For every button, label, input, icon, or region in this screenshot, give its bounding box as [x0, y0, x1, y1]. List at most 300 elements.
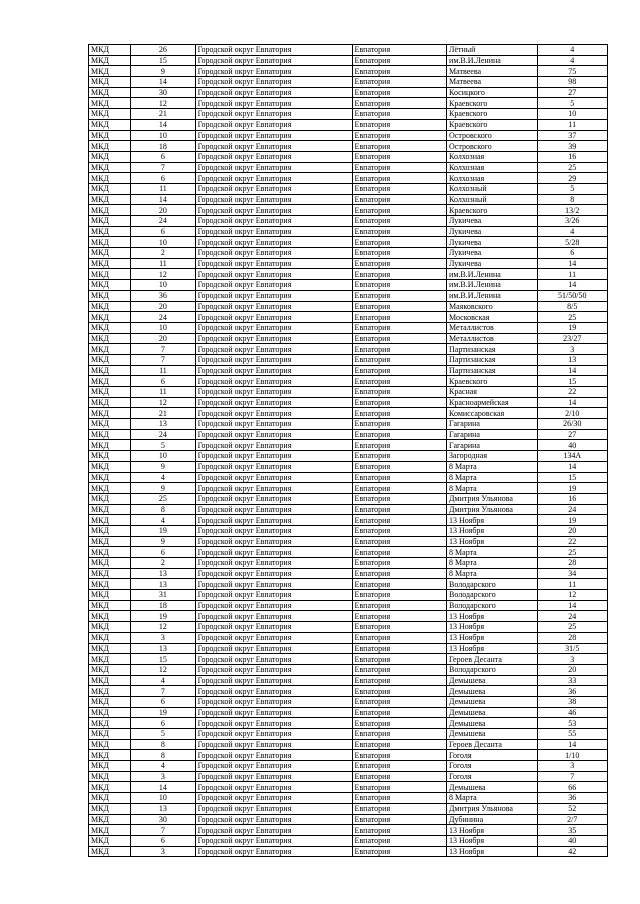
city-cell: Евпатория — [352, 354, 447, 365]
house-number-cell: 40 — [537, 835, 607, 846]
city-cell: Евпатория — [352, 814, 447, 825]
district-cell: Городской округ Евпатория — [195, 568, 352, 579]
city-cell: Евпатория — [352, 461, 447, 472]
district-cell: Городской округ Евпатория — [195, 504, 352, 515]
district-cell: Городской округ Евпатория — [195, 803, 352, 814]
count-cell: 11 — [131, 258, 195, 269]
table-row — [89, 675, 608, 686]
district-cell: Городской округ Евпатория — [195, 718, 352, 729]
city-cell: Евпатория — [352, 55, 447, 66]
house-number-cell: 3 — [537, 654, 607, 665]
city-cell: Евпатория — [352, 322, 447, 333]
city-cell: Евпатория — [352, 429, 447, 440]
building-type-cell: МКД — [89, 696, 131, 707]
building-type-cell: МКД — [89, 739, 131, 750]
house-number-cell: 42 — [537, 846, 607, 857]
count-cell: 12 — [131, 664, 195, 675]
count-cell: 18 — [131, 141, 195, 152]
city-cell: Евпатория — [352, 536, 447, 547]
building-type-cell: МКД — [89, 312, 131, 323]
house-number-cell: 39 — [537, 141, 607, 152]
building-type-cell: МКД — [89, 258, 131, 269]
table-row — [89, 835, 608, 846]
city-cell: Евпатория — [352, 344, 447, 355]
street-cell: Демышева — [447, 675, 538, 686]
house-number-cell: 36 — [537, 686, 607, 697]
district-cell: Городской округ Евпатория — [195, 397, 352, 408]
count-cell: 24 — [131, 312, 195, 323]
building-type-cell: МКД — [89, 98, 131, 109]
count-cell: 26 — [131, 45, 195, 56]
house-number-cell: 1/10 — [537, 750, 607, 761]
street-cell: Маяковского — [447, 301, 538, 312]
count-cell: 12 — [131, 622, 195, 633]
count-cell: 10 — [131, 322, 195, 333]
house-number-cell: 66 — [537, 782, 607, 793]
district-cell: Городской округ Евпатория — [195, 600, 352, 611]
district-cell: Городской округ Евпатория — [195, 461, 352, 472]
house-number-cell: 7 — [537, 771, 607, 782]
building-type-cell: МКД — [89, 547, 131, 558]
street-cell: Володарского — [447, 579, 538, 590]
street-cell: Загородная — [447, 451, 538, 462]
street-cell: 8 Марта — [447, 461, 538, 472]
count-cell: 30 — [131, 87, 195, 98]
count-cell: 11 — [131, 183, 195, 194]
street-cell: 13 Ноября — [447, 525, 538, 536]
count-cell: 12 — [131, 269, 195, 280]
district-cell: Городской округ Евпатория — [195, 87, 352, 98]
count-cell: 8 — [131, 750, 195, 761]
street-cell: Косицкого — [447, 87, 538, 98]
city-cell: Евпатория — [352, 419, 447, 430]
street-cell: Металлистов — [447, 322, 538, 333]
count-cell: 11 — [131, 387, 195, 398]
count-cell: 7 — [131, 344, 195, 355]
district-cell: Городской округ Евпатория — [195, 141, 352, 152]
house-number-cell: 53 — [537, 718, 607, 729]
count-cell: 20 — [131, 333, 195, 344]
table-row — [89, 419, 608, 430]
street-cell: Дмитрия Ульянова — [447, 504, 538, 515]
street-cell: Демышева — [447, 707, 538, 718]
city-cell: Евпатория — [352, 696, 447, 707]
building-type-cell: МКД — [89, 333, 131, 344]
street-cell: 13 Ноября — [447, 632, 538, 643]
house-number-cell: 55 — [537, 729, 607, 740]
house-number-cell: 31/5 — [537, 643, 607, 654]
house-number-cell: 3/26 — [537, 216, 607, 227]
count-cell: 2 — [131, 558, 195, 569]
city-cell: Евпатория — [352, 515, 447, 526]
table-row — [89, 87, 608, 98]
street-cell: Краевского — [447, 98, 538, 109]
count-cell: 6 — [131, 718, 195, 729]
district-cell: Городской округ Евпатория — [195, 45, 352, 56]
district-cell: Городской округ Евпатория — [195, 451, 352, 462]
building-type-cell: МКД — [89, 162, 131, 173]
table-row — [89, 525, 608, 536]
district-cell: Городской округ Евпатория — [195, 835, 352, 846]
street-cell: Краевского — [447, 205, 538, 216]
table-row — [89, 205, 608, 216]
building-type-cell: МКД — [89, 750, 131, 761]
table-row — [89, 226, 608, 237]
building-type-cell: МКД — [89, 248, 131, 259]
count-cell: 6 — [131, 696, 195, 707]
building-type-cell: МКД — [89, 504, 131, 515]
city-cell: Евпатория — [352, 66, 447, 77]
table-row — [89, 547, 608, 558]
district-cell: Городской округ Евпатория — [195, 547, 352, 558]
district-cell: Городской округ Евпатория — [195, 162, 352, 173]
street-cell: Красноармейская — [447, 397, 538, 408]
house-number-cell: 28 — [537, 632, 607, 643]
street-cell: Лукичева — [447, 258, 538, 269]
city-cell: Евпатория — [352, 590, 447, 601]
table-row — [89, 312, 608, 323]
city-cell: Евпатория — [352, 579, 447, 590]
house-number-cell: 11 — [537, 119, 607, 130]
district-cell: Городской округ Евпатория — [195, 387, 352, 398]
district-cell: Городской округ Евпатория — [195, 365, 352, 376]
building-type-cell: МКД — [89, 568, 131, 579]
house-number-cell: 13 — [537, 354, 607, 365]
house-number-cell: 37 — [537, 130, 607, 141]
city-cell: Евпатория — [352, 622, 447, 633]
street-cell: Островского — [447, 130, 538, 141]
house-number-cell: 38 — [537, 696, 607, 707]
table-row — [89, 440, 608, 451]
house-number-cell: 19 — [537, 322, 607, 333]
district-cell: Городской округ Евпатория — [195, 590, 352, 601]
house-number-cell: 8 — [537, 194, 607, 205]
district-cell: Городской округ Евпатория — [195, 825, 352, 836]
house-number-cell: 25 — [537, 547, 607, 558]
house-number-cell: 75 — [537, 66, 607, 77]
building-type-cell: МКД — [89, 664, 131, 675]
table-row — [89, 632, 608, 643]
count-cell: 7 — [131, 354, 195, 365]
city-cell: Евпатория — [352, 333, 447, 344]
table-row — [89, 429, 608, 440]
street-cell: Демышева — [447, 696, 538, 707]
table-row — [89, 825, 608, 836]
street-cell: им.В.И.Ленина — [447, 55, 538, 66]
street-cell: Краевского — [447, 119, 538, 130]
district-cell: Городской округ Евпатория — [195, 771, 352, 782]
city-cell: Евпатория — [352, 98, 447, 109]
street-cell: Володарского — [447, 600, 538, 611]
table-row — [89, 354, 608, 365]
city-cell: Евпатория — [352, 77, 447, 88]
building-type-cell: МКД — [89, 237, 131, 248]
table-row — [89, 77, 608, 88]
table-row — [89, 173, 608, 184]
city-cell: Евпатория — [352, 280, 447, 291]
city-cell: Евпатория — [352, 803, 447, 814]
street-cell: Партизанская — [447, 365, 538, 376]
count-cell: 14 — [131, 194, 195, 205]
building-type-cell: МКД — [89, 632, 131, 643]
house-number-cell: 40 — [537, 440, 607, 451]
district-cell: Городской округ Евпатория — [195, 525, 352, 536]
table-row — [89, 707, 608, 718]
building-type-cell: МКД — [89, 397, 131, 408]
district-cell: Городской округ Евпатория — [195, 269, 352, 280]
building-type-cell: МКД — [89, 301, 131, 312]
city-cell: Евпатория — [352, 237, 447, 248]
district-cell: Городской округ Евпатория — [195, 558, 352, 569]
district-cell: Городской округ Евпатория — [195, 312, 352, 323]
street-cell: Демышева — [447, 686, 538, 697]
table-row — [89, 109, 608, 120]
table-row — [89, 793, 608, 804]
street-cell: Лётный — [447, 45, 538, 56]
table-row — [89, 504, 608, 515]
building-type-cell: МКД — [89, 761, 131, 772]
table-row — [89, 611, 608, 622]
house-number-cell: 27 — [537, 87, 607, 98]
city-cell: Евпатория — [352, 226, 447, 237]
table-row — [89, 55, 608, 66]
house-number-cell: 13/2 — [537, 205, 607, 216]
table-row — [89, 216, 608, 227]
district-cell: Городской округ Евпатория — [195, 515, 352, 526]
building-type-cell: МКД — [89, 707, 131, 718]
count-cell: 13 — [131, 803, 195, 814]
district-cell: Городской округ Евпатория — [195, 696, 352, 707]
building-type-cell: МКД — [89, 55, 131, 66]
building-type-cell: МКД — [89, 729, 131, 740]
house-number-cell: 36 — [537, 793, 607, 804]
street-cell: 13 Ноября — [447, 846, 538, 857]
building-type-cell: МКД — [89, 793, 131, 804]
district-cell: Городской округ Евпатория — [195, 536, 352, 547]
street-cell: Героев Десанта — [447, 739, 538, 750]
count-cell: 5 — [131, 729, 195, 740]
street-cell: Колхозная — [447, 162, 538, 173]
district-cell: Городской округ Евпатория — [195, 280, 352, 291]
table-row — [89, 408, 608, 419]
table-row — [89, 590, 608, 601]
building-type-cell: МКД — [89, 173, 131, 184]
city-cell: Евпатория — [352, 162, 447, 173]
street-cell: 8 Марта — [447, 793, 538, 804]
district-cell: Городской округ Евпатория — [195, 419, 352, 430]
house-number-cell: 20 — [537, 664, 607, 675]
count-cell: 6 — [131, 547, 195, 558]
building-type-cell: МКД — [89, 846, 131, 857]
city-cell: Евпатория — [352, 397, 447, 408]
street-cell: 13 Ноября — [447, 536, 538, 547]
house-number-cell: 34 — [537, 568, 607, 579]
table-row — [89, 622, 608, 633]
house-number-cell: 14 — [537, 739, 607, 750]
count-cell: 24 — [131, 216, 195, 227]
street-cell: им.В.И.Ленина — [447, 269, 538, 280]
count-cell: 4 — [131, 675, 195, 686]
street-cell: Гоголя — [447, 771, 538, 782]
house-number-cell: 16 — [537, 151, 607, 162]
district-cell: Городской округ Евпатория — [195, 151, 352, 162]
house-number-cell: 27 — [537, 429, 607, 440]
building-type-cell: МКД — [89, 269, 131, 280]
street-cell: Дубинина — [447, 814, 538, 825]
street-cell: Партизанская — [447, 354, 538, 365]
city-cell: Евпатория — [352, 558, 447, 569]
count-cell: 14 — [131, 119, 195, 130]
street-cell: Героев Десанта — [447, 654, 538, 665]
count-cell: 24 — [131, 429, 195, 440]
house-number-cell: 5 — [537, 98, 607, 109]
house-number-cell: 46 — [537, 707, 607, 718]
count-cell: 18 — [131, 600, 195, 611]
table-row — [89, 579, 608, 590]
house-number-cell: 25 — [537, 162, 607, 173]
table-row — [89, 162, 608, 173]
street-cell: Металлистов — [447, 333, 538, 344]
building-type-cell: МКД — [89, 536, 131, 547]
city-cell: Евпатория — [352, 761, 447, 772]
city-cell: Евпатория — [352, 451, 447, 462]
table-row — [89, 333, 608, 344]
table-row — [89, 643, 608, 654]
count-cell: 4 — [131, 472, 195, 483]
house-number-cell: 2/7 — [537, 814, 607, 825]
count-cell: 13 — [131, 579, 195, 590]
building-type-cell: МКД — [89, 675, 131, 686]
count-cell: 2 — [131, 248, 195, 259]
building-type-cell: МКД — [89, 590, 131, 601]
house-number-cell: 14 — [537, 365, 607, 376]
table-row — [89, 344, 608, 355]
city-cell: Евпатория — [352, 472, 447, 483]
count-cell: 6 — [131, 173, 195, 184]
building-type-cell: МКД — [89, 408, 131, 419]
building-type-cell: МКД — [89, 354, 131, 365]
count-cell: 7 — [131, 162, 195, 173]
street-cell: Колхозный — [447, 194, 538, 205]
city-cell: Евпатория — [352, 301, 447, 312]
table-row — [89, 472, 608, 483]
house-number-cell: 14 — [537, 600, 607, 611]
house-number-cell: 14 — [537, 258, 607, 269]
count-cell: 12 — [131, 98, 195, 109]
street-cell: Лукичева — [447, 237, 538, 248]
street-cell: 13 Ноября — [447, 611, 538, 622]
district-cell: Городской округ Евпатория — [195, 119, 352, 130]
city-cell: Евпатория — [352, 269, 447, 280]
district-cell: Городской округ Евпатория — [195, 205, 352, 216]
table-row — [89, 600, 608, 611]
house-number-cell: 28 — [537, 558, 607, 569]
count-cell: 6 — [131, 226, 195, 237]
district-cell: Городской округ Евпатория — [195, 429, 352, 440]
city-cell: Евпатория — [352, 119, 447, 130]
city-cell: Евпатория — [352, 707, 447, 718]
house-number-cell: 11 — [537, 579, 607, 590]
count-cell: 5 — [131, 440, 195, 451]
street-cell: Гагарина — [447, 419, 538, 430]
building-type-cell: МКД — [89, 814, 131, 825]
street-cell: Краевского — [447, 109, 538, 120]
district-cell: Городской округ Евпатория — [195, 622, 352, 633]
street-cell: 8 Марта — [447, 483, 538, 494]
building-type-cell: МКД — [89, 472, 131, 483]
street-cell: 13 Ноября — [447, 515, 538, 526]
table-row — [89, 664, 608, 675]
city-cell: Евпатория — [352, 87, 447, 98]
city-cell: Евпатория — [352, 835, 447, 846]
city-cell: Евпатория — [352, 600, 447, 611]
district-cell: Городской округ Евпатория — [195, 258, 352, 269]
street-cell: Демышева — [447, 718, 538, 729]
district-cell: Городской округ Евпатория — [195, 98, 352, 109]
street-cell: Островского — [447, 141, 538, 152]
table-row — [89, 803, 608, 814]
district-cell: Городской округ Евпатория — [195, 333, 352, 344]
count-cell: 21 — [131, 109, 195, 120]
house-number-cell: 11 — [537, 269, 607, 280]
city-cell: Евпатория — [352, 376, 447, 387]
building-type-cell: МКД — [89, 77, 131, 88]
street-cell: Колхозный — [447, 183, 538, 194]
building-type-cell: МКД — [89, 141, 131, 152]
district-cell: Городской округ Евпатория — [195, 77, 352, 88]
house-number-cell: 4 — [537, 55, 607, 66]
building-type-cell: МКД — [89, 718, 131, 729]
house-number-cell: 23/27 — [537, 333, 607, 344]
city-cell: Евпатория — [352, 183, 447, 194]
house-number-cell: 5/28 — [537, 237, 607, 248]
building-type-cell: МКД — [89, 365, 131, 376]
street-cell: Колхозная — [447, 151, 538, 162]
building-type-cell: МКД — [89, 419, 131, 430]
building-type-cell: МКД — [89, 66, 131, 77]
street-cell: Дмитрия Ульянова — [447, 493, 538, 504]
table-row — [89, 686, 608, 697]
city-cell: Евпатория — [352, 440, 447, 451]
street-cell: 8 Марта — [447, 558, 538, 569]
district-cell: Городской округ Евпатория — [195, 686, 352, 697]
building-type-cell: МКД — [89, 451, 131, 462]
count-cell: 15 — [131, 654, 195, 665]
city-cell: Евпатория — [352, 493, 447, 504]
house-number-cell: 15 — [537, 376, 607, 387]
city-cell: Евпатория — [352, 525, 447, 536]
table-row — [89, 290, 608, 301]
street-cell: Партизанская — [447, 344, 538, 355]
building-type-cell: МКД — [89, 194, 131, 205]
table-row — [89, 483, 608, 494]
district-cell: Городской округ Евпатория — [195, 611, 352, 622]
city-cell: Евпатория — [352, 654, 447, 665]
city-cell: Евпатория — [352, 173, 447, 184]
street-cell: Красная — [447, 387, 538, 398]
house-number-cell: 25 — [537, 312, 607, 323]
table-row — [89, 461, 608, 472]
building-type-cell: МКД — [89, 600, 131, 611]
house-number-cell: 33 — [537, 675, 607, 686]
district-cell: Городской округ Евпатория — [195, 761, 352, 772]
city-cell: Евпатория — [352, 312, 447, 323]
count-cell: 21 — [131, 408, 195, 419]
table-row — [89, 194, 608, 205]
house-number-cell: 15 — [537, 472, 607, 483]
house-number-cell: 51/50/50 — [537, 290, 607, 301]
city-cell: Евпатория — [352, 771, 447, 782]
